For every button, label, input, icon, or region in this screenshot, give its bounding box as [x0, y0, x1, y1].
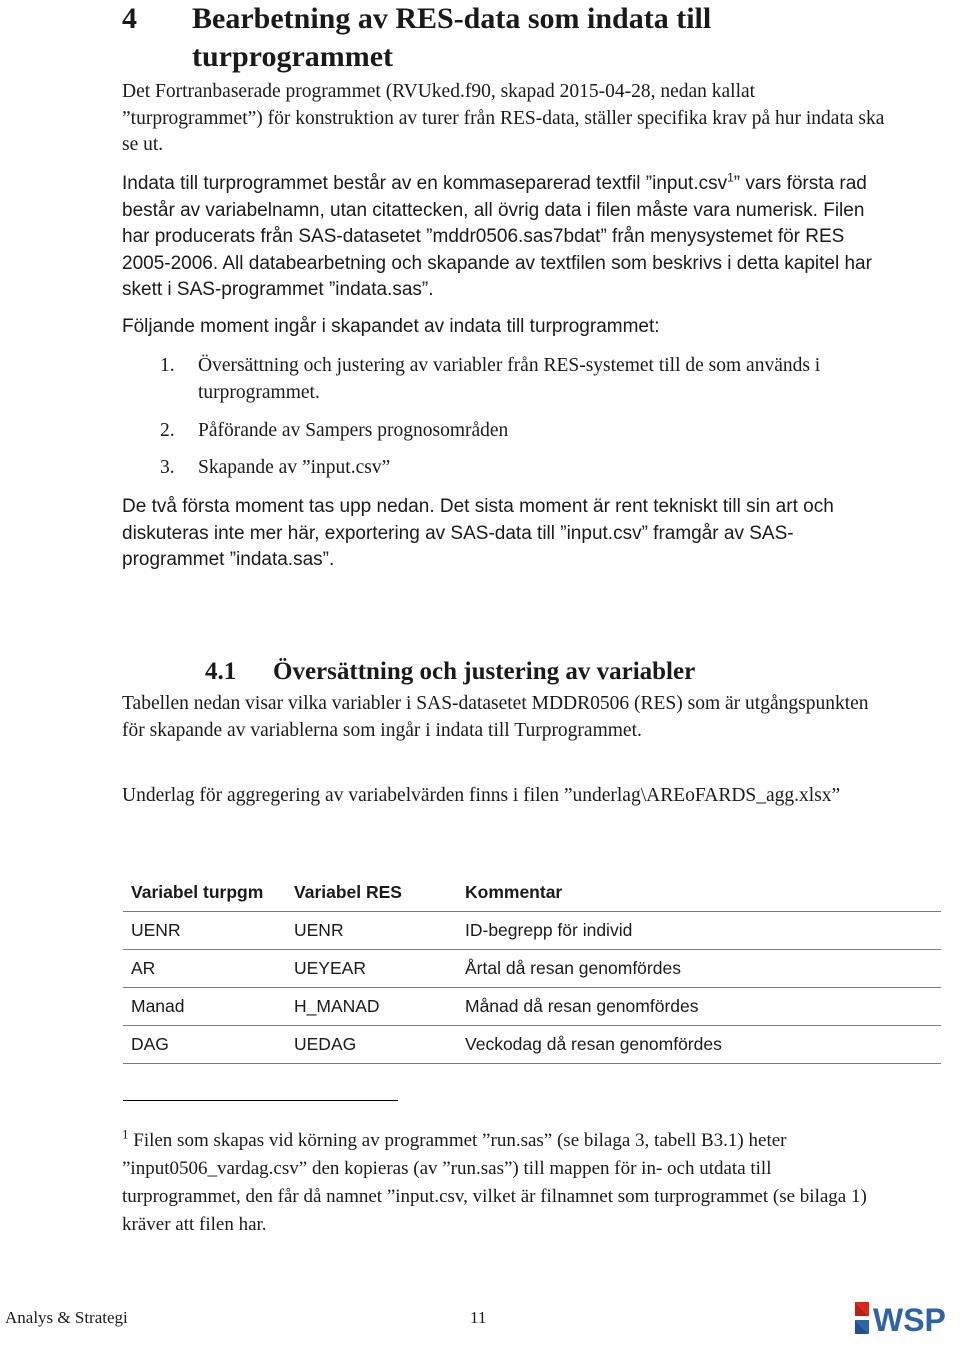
table-cell: Månad då resan genomfördes: [457, 988, 941, 1026]
table-row: [123, 950, 941, 988]
table-header-cell: Variabel turpgm: [123, 874, 286, 912]
chapter-number: 4: [122, 2, 137, 35]
table-header-cell: Variabel RES: [286, 874, 457, 912]
table-cell: UENR: [123, 912, 286, 950]
table-row: [123, 988, 941, 1026]
variable-table: [123, 874, 941, 1064]
footnote-marker: 1: [122, 1126, 129, 1142]
footnote-separator: [123, 1100, 398, 1101]
section-number: 4.1: [205, 658, 237, 685]
list-item-number: 2.: [160, 420, 175, 441]
list-item-text: Översättning och justering av variabler från RES-systemet till de som används i turprogrammet.: [198, 355, 821, 403]
paragraph-text-after-footnote: ” vars första rad består av variabelnamn, utan citattecken, all övrig data i filen måste vara numerisk. Filen har producerats från SAS-datasetet ”mddr0506.sas7bdat” från menysystemet för RES 2005-2006. All databearbetning och skapande av textfilen som beskrivs i detta kapitel har skett i SAS-programmet ”indata.sas”.: [122, 173, 872, 300]
table-cell: Manad: [123, 988, 286, 1026]
table-cell: AR: [123, 950, 286, 988]
table-header-row: [123, 874, 941, 912]
table-cell: H_MANAD: [286, 988, 457, 1026]
table-cell: UEYEAR: [286, 950, 457, 988]
table-row: [123, 912, 941, 950]
table-cell: Årtal då resan genomfördes: [457, 950, 941, 988]
footer-company: Analys & Strategi: [5, 1308, 128, 1327]
list-item-text: Skapande av ”input.csv”: [198, 457, 391, 478]
input-file-paragraph: [122, 171, 892, 304]
table-row: [123, 1026, 941, 1064]
list-item-number: 3.: [160, 457, 175, 478]
paragraph-text-before-footnote: Indata till turprogrammet består av en kommaseparerad textfil ”input.csv: [122, 173, 728, 194]
table-header-cell: Kommentar: [457, 874, 941, 912]
table-cell: Veckodag då resan genomfördes: [457, 1026, 941, 1064]
table-description-paragraph: Tabellen nedan visar vilka variabler i SAS-datasetet MDDR0506 (RES) som är utgångspunkten för skapande av variablerna som ingår i indata till Turprogrammet.: [122, 693, 869, 741]
footnote-reference[interactable]: 1: [727, 170, 734, 185]
logo-text: WSP: [873, 1302, 946, 1336]
table-cell: UENR: [286, 912, 457, 950]
footnote: [122, 1127, 892, 1239]
underlag-paragraph: Underlag för aggregering av variabelvärden finns i filen ”underlag\AREoFARDS_agg.xlsx”: [122, 785, 841, 806]
list-item-number: 1.: [160, 355, 175, 376]
list-intro: Följande moment ingår i skapandet av indata till turprogrammet:: [122, 316, 660, 337]
wsp-logo: [853, 1300, 959, 1336]
footnote-text: Filen som skapas vid körning av programmet ”run.sas” (se bilaga 3, tabell B3.1) heter ”input0506_vardag.csv” den kopieras (av ”run.sas”) till mappen för in- och utdata till turprogrammet, den får då namnet ”input.csv, vilket är filnamnet som turprogrammet (se bilaga 1) kräver att filen har.: [122, 1130, 867, 1235]
section-title: Översättning och justering av variabler: [273, 658, 696, 685]
table-cell: DAG: [123, 1026, 286, 1064]
table-cell: UEDAG: [286, 1026, 457, 1064]
chapter-title: Bearbetning av RES-data som indata till turprogrammet: [192, 2, 712, 73]
after-list-paragraph: De två första moment tas upp nedan. Det sista moment är rent tekniskt till sin art och diskuteras inte mer här, exportering av SAS-data till ”input.csv” framgår av SAS-programmet ”indata.sas”.: [122, 496, 834, 570]
table-cell: ID-begrepp för individ: [457, 912, 941, 950]
list-item-text: Påförande av Sampers prognosområden: [198, 420, 509, 441]
page-number: 11: [470, 1308, 487, 1327]
intro-paragraph: Det Fortranbaserade programmet (RVUked.f90, skapad 2015-04-28, nedan kallat ”turprogrammet”) för konstruktion av turer från RES-data, ställer specifika krav på hur indata ska se ut.: [122, 81, 885, 155]
wsp-logo-graphic: [853, 1300, 959, 1336]
